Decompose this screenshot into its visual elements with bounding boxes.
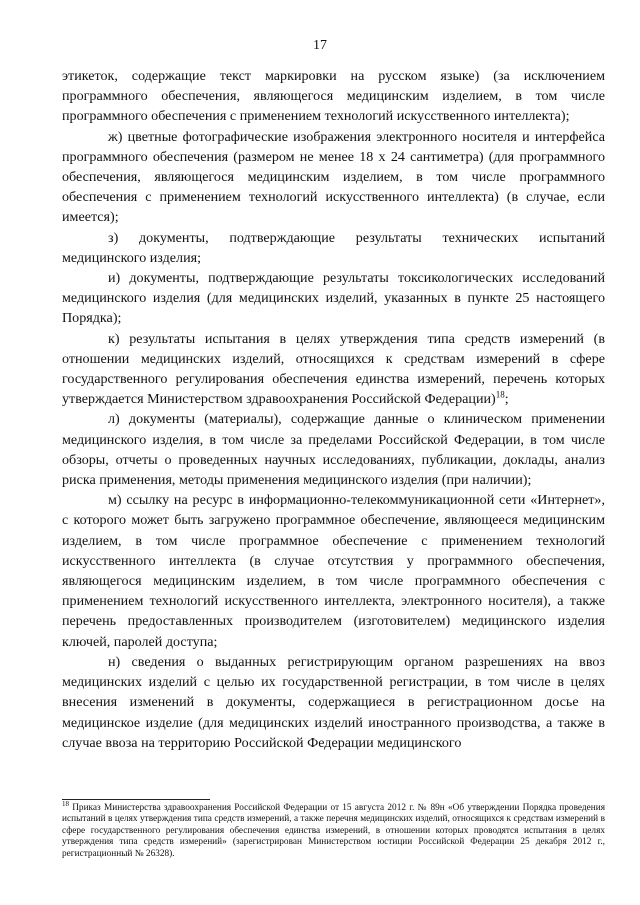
- paragraph-item-k: [62, 329, 605, 410]
- page-number: 17: [313, 38, 327, 53]
- paragraph-item-m: м) ссылку на ресурс в информационно-телекоммуникационной сети «Интернет», с которого может быть загружено программное обеспечение, являющееся медицинским изделием, в том числе программное обеспечение с применением технологий искусственного интеллекта (в случае отсутствия у программного обеспечения, являющегося медицинским изделием, в том числе программного обеспечения с применением технологий искусственного интеллекта, электронного носителя), а также перечень предоставленных производителем (изготовителем) медицинского изделия ключей, паролей доступа;: [62, 492, 605, 650]
- paragraph-item-k-end: ;: [504, 391, 509, 408]
- paragraph-item-k-text: к) результаты испытания в целях утверждения типа средств измерений (в отношении медицинских изделий, относящихся к средствам измерений в сфере государственного регулирования обеспечения единства измерений, перечень которых утверждается Министерством здравоохранения Российской Федерации): [62, 330, 605, 408]
- paragraph-item-n: н) сведения о выданных регистрирующим органом разрешениях на ввоз медицинских изделий с целью их государственной регистрации, в том числе в целях внесения изменений в документы, содержащиеся в регистрационном досье на медицинское изделие (для медицинских изделий иностранного производства, а также в случае ввоза на территорию Российской Федерации медицинского: [62, 653, 605, 751]
- paragraph-continuation: этикеток, содержащие текст маркировки на русском языке) (за исключением программного обеспечения, являющегося медицинским изделием, в том числе программного обеспечения с применением технологий искусственного интеллекта);: [62, 68, 605, 125]
- body-text: [62, 66, 605, 753]
- footnote: [62, 799, 605, 860]
- footnote-reference[interactable]: 18: [495, 389, 505, 400]
- paragraph-item-zh: ж) цветные фотографические изображения электронного носителя и интерфейса программного обеспечения (размером не менее 18 x 24 сантиметра) (для программного обеспечения, являющегося медицинским изделием, в том числе программного обеспечения с применением технологий искусственного интеллекта) (в случае, если имеется);: [62, 128, 605, 226]
- paragraph-item-l: л) документы (материалы), содержащие данные о клиническом применении медицинского изделия, в том числе за пределами Российской Федерации, в том числе обзоры, отчеты о проведенных научных исследованиях, публикации, доклады, анализ риска применения, методы применения медицинского изделия (при наличии);: [62, 411, 605, 489]
- paragraph-item-i: и) документы, подтверждающие результаты токсикологических исследований медицинского изделия (для медицинских изделий, указанных в пункте 25 настоящего Порядка);: [62, 270, 605, 327]
- footnote-text: Приказ Министерства здравоохранения Российской Федерации от 15 августа 2012 г. № 89н «Об утверждении Порядка проведения испытаний в целях утверждения типа средств измерений, а также перечня медицинских изделий, относящихся к средствам измерений в сфере государственного регулирования обеспечения единства измерений, в отношении которых проводятся испытания в целях утверждения типа средств измерений» (зарегистрирован Министерством юстиции Российской Федерации 25 декабря 2012 г., регистрационный № 26328).: [62, 803, 605, 859]
- footnote-marker: 18: [62, 799, 69, 808]
- footnote-divider: [62, 799, 210, 800]
- paragraph-item-z: з) документы, подтверждающие результаты технических испытаний медицинского изделия;: [62, 229, 605, 266]
